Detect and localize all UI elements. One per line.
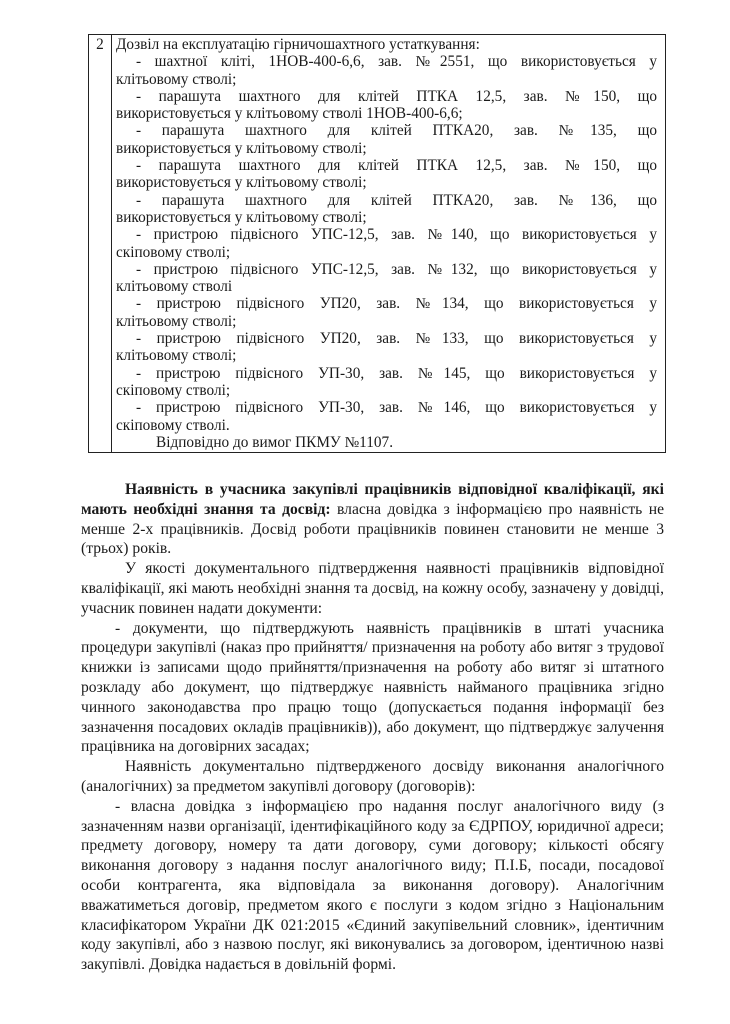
list-item-continuation: використовується у клітьовому стволі 1НОВ-400-6,6; — [116, 105, 463, 123]
list-item — [116, 122, 657, 157]
row-content — [112, 35, 666, 453]
paragraph-reference: - власна довідка з інформацією про надання послуг аналогічного виду (з зазначенням назви організації, ідентифікаційного коду за ЄДРПОУ, юридичної адреси; предмету договору, номеру та дати договору, суми договору; кількості обсягу виконання договору з надання послуг аналогічного виду; П.І.Б, посади, посадової особи контрагента, яка відповідала за виконання договору). Аналогічним вважатиметься договір, предметом якого є послуги з кодом згідно з Національним класифікатором України ДК 021:2015 «Єдиний закупівельний словник», ідентичним коду закупівлі, або з назвою послуг, які виконувались за договором, ідентичною назві закупівлі. Довідка надається в довільній формі. — [81, 797, 664, 974]
list-item — [116, 226, 657, 261]
paragraph-experience: Наявність документально підтвердженого досвіду виконання аналогічного (аналогічних) за предметом закупівлі договору (договорів): — [81, 758, 664, 795]
list-item — [116, 399, 657, 434]
list-item-first-line: - шахтної кліті, 1НОВ-400-6,6, зав. №2551, що використовується у — [136, 53, 657, 71]
list-item-first-line: - пристрою підвісного УП-30, зав. №146, що використовується у — [136, 399, 657, 417]
list-item-continuation: скіповому стволі; — [116, 381, 231, 399]
list-item — [116, 88, 657, 123]
list-item-continuation: клітьовому стволі; — [116, 70, 237, 88]
list-item-continuation: скіповому стволі. — [116, 416, 230, 434]
list-item — [116, 330, 657, 365]
list-item-continuation: використовується у клітьовому стволі; — [116, 208, 367, 226]
row-number: 2 — [89, 35, 112, 453]
qualification-section — [81, 480, 664, 975]
list-item — [116, 53, 657, 88]
reference-line: Відповідно до вимог ПКМУ №1107. — [156, 433, 394, 451]
list-item — [116, 295, 657, 330]
list-item-first-line: - пристрою підвісного УП20, зав. №134, що використовується у — [136, 295, 657, 313]
table-row — [89, 35, 666, 453]
permit-intro: Дозвіл на експлуатацію гірничошахтного устаткування: — [116, 36, 480, 53]
permit-table — [88, 34, 666, 453]
list-item — [116, 157, 657, 192]
list-item-first-line: - парашута шахтного для клітей ПТКА20, зав. №135, що — [136, 122, 657, 140]
paragraph-documents: У якості документального підтвердження наявності працівників відповідної кваліфікації, які мають необхідні знання та досвід, на кожну особу, зазначену у довідці, учасник повинен надати документи: — [81, 560, 664, 617]
list-item — [116, 365, 657, 400]
list-item — [116, 261, 657, 296]
list-item-first-line: - пристрою підвісного УП-30, зав. №145, що використовується у — [136, 364, 657, 382]
paragraph-staff-heading: Наявність в учасника закупівлі працівників відповідної кваліфікації, які мають необхідні знання та досвід: — [81, 481, 664, 518]
list-item-continuation: клітьовому стволі; — [116, 347, 237, 365]
list-item-first-line: - пристрою підвісного УП20, зав. №133, що використовується у — [136, 330, 657, 348]
equipment-list — [116, 53, 657, 434]
list-item-first-line: - пристрою підвісного УПС-12,5, зав. №132, що використовується у — [136, 260, 657, 278]
list-item — [116, 192, 657, 227]
list-item-continuation: використовується у клітьовому стволі; — [116, 139, 367, 157]
paragraph-documents-list: - документи, що підтверджують наявність працівників в штаті учасника процедури закупівлі (наказ про прийняття/ призначення на роботу або витяг з трудової книжки із записами щодо прийняття/призначення на роботу або витяг зі штатного розкладу або документ, що підтверджує наявність найманого працівника згідно чинного законодавства про працю тощо (допускається подання інформації без зазначення посадових окладів працівників)), або документ, що підтверджує залучення працівника на договірних засадах; — [81, 619, 664, 756]
list-item-first-line: - парашута шахтного для клітей ПТКА 12,5, зав. №150, що — [136, 87, 657, 105]
list-item-continuation: скіповому стволі; — [116, 243, 231, 261]
list-item-first-line: - парашута шахтного для клітей ПТКА 12,5, зав. №150, що — [136, 157, 657, 175]
list-item-continuation: клітьовому стволі; — [116, 312, 237, 330]
list-item-continuation: використовується у клітьовому стволі; — [116, 174, 367, 192]
list-item-continuation: клітьовому стволі — [116, 278, 233, 296]
list-item-first-line: - парашута шахтного для клітей ПТКА20, зав. №136, що — [136, 191, 657, 209]
paragraph-staff-text: власна довідка з інформацією про наявність не менше 2-х працівників. Досвід роботи працівників повинен становити не менше 3 (трьох) років. — [81, 500, 664, 558]
list-item-first-line: - пристрою підвісного УПС-12,5, зав. №140, що використовується у — [136, 226, 657, 244]
paragraph-staff — [81, 480, 664, 559]
